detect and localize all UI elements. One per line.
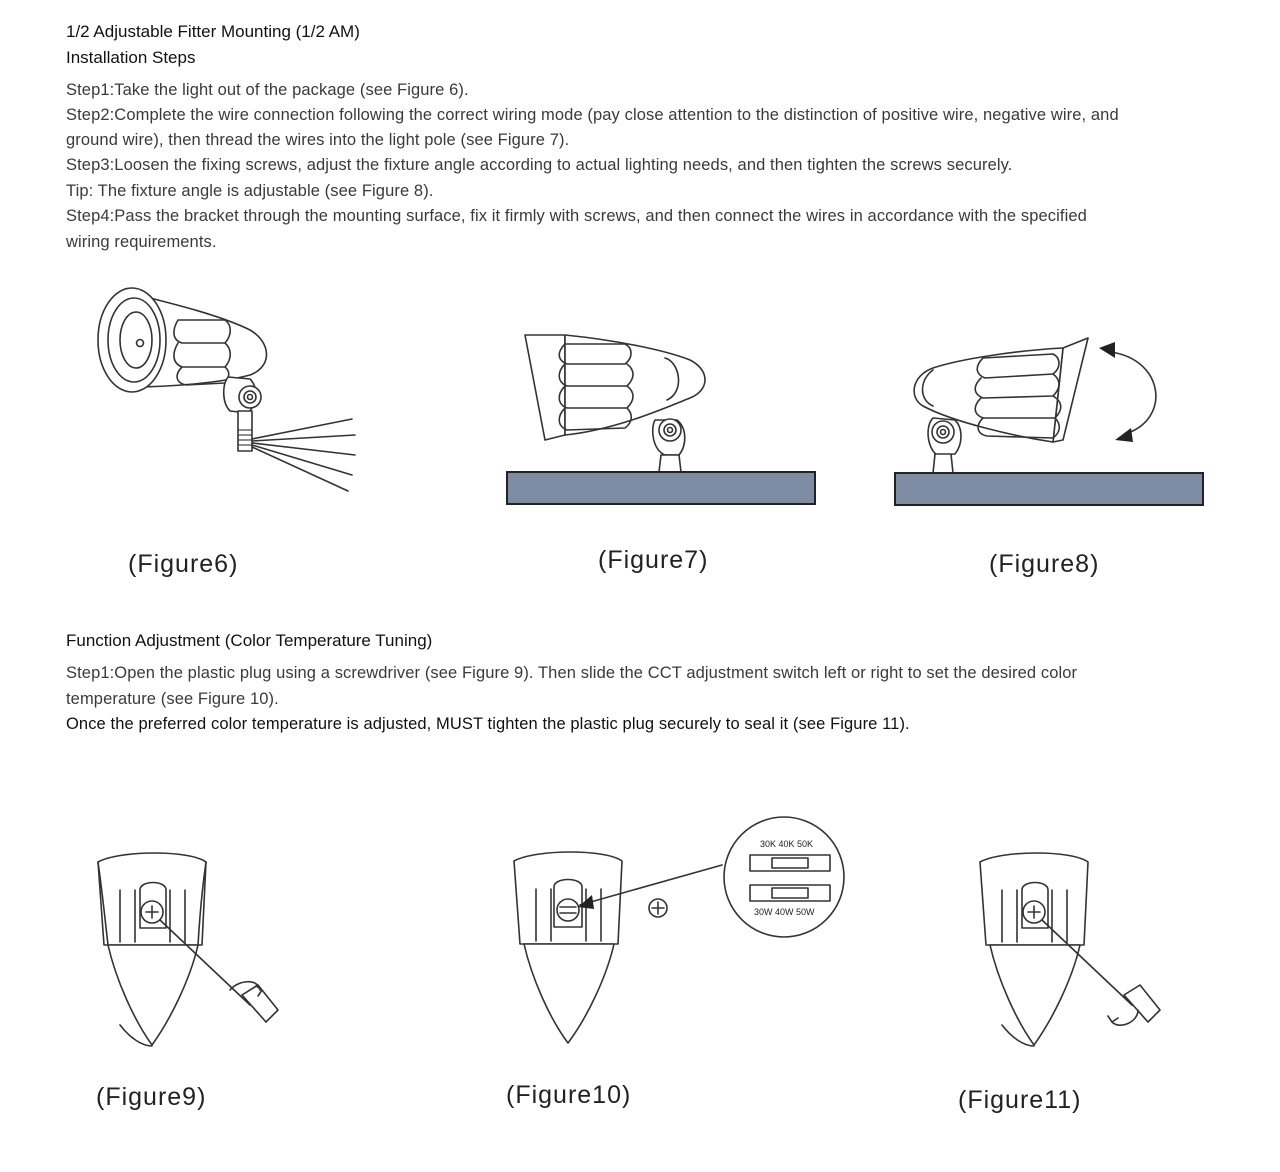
step-line: Step2:Complete the wire connection following the correct wiring mode (pay close attention to the distinction of positive wire, negative wire, and xyxy=(66,106,1119,124)
step-line: wiring requirements. xyxy=(66,233,217,251)
step-line: Step3:Loosen the fixing screws, adjust the fixture angle according to actual lighting needs, and then tighten the screws securely. xyxy=(66,156,1013,174)
figure11-caption: (Figure11) xyxy=(958,1086,1082,1114)
section-title: 1/2 Adjustable Fitter Mounting (1/2 AM) xyxy=(66,22,360,41)
section2-title: Function Adjustment (Color Temperature Tuning) xyxy=(66,631,433,650)
step-line: Step4:Pass the bracket through the mounting surface, fix it firmly with screws, and then connect the wires in accordance with the specified xyxy=(66,207,1087,225)
figure8-caption: (Figure8) xyxy=(989,550,1100,578)
figure9-illustration xyxy=(90,850,290,1060)
figure6-illustration xyxy=(90,285,370,515)
figure7-caption: (Figure7) xyxy=(598,546,709,574)
warning-note: Once the preferred color temperature is adjusted, MUST tighten the plastic plug securely to seal it (see Figure 11). xyxy=(66,715,910,733)
section-subtitle: Installation Steps xyxy=(66,48,196,67)
figure11-illustration xyxy=(972,850,1172,1060)
figure9-caption: (Figure9) xyxy=(96,1083,207,1111)
step-line: Step1:Take the light out of the package (see Figure 6). xyxy=(66,81,469,99)
figure6-caption: (Figure6) xyxy=(128,550,239,578)
step-line: temperature (see Figure 10). xyxy=(66,690,279,708)
figure10-illustration xyxy=(510,815,870,1035)
tip-line: Tip: The fixture angle is adjustable (see Figure 8). xyxy=(66,182,434,200)
cct-label: 30K 40K 50K xyxy=(760,839,814,849)
step-line: ground wire), then thread the wires into the light pole (see Figure 7). xyxy=(66,131,570,149)
figure8-illustration xyxy=(893,330,1213,510)
figure7-illustration xyxy=(505,330,825,510)
figure10-caption: (Figure10) xyxy=(506,1081,632,1109)
step-line: Step1:Open the plastic plug using a screwdriver (see Figure 9). Then slide the CCT adjustment switch left or right to set the desired color xyxy=(66,664,1078,682)
watt-label: 30W 40W 50W xyxy=(754,907,815,917)
